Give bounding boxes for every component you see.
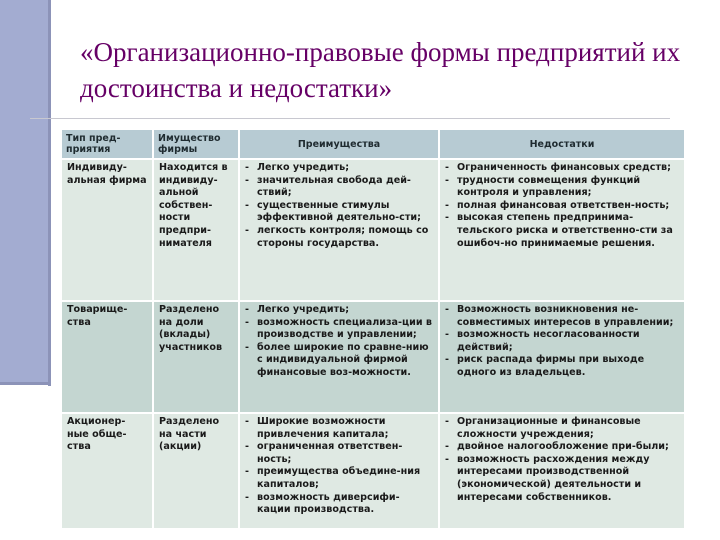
list-item: - трудности совмещения функций контроля и управления; (445, 175, 679, 200)
list-item: - Широкие возможности привлечения капитала; (245, 416, 433, 441)
accent-bar (0, 0, 48, 384)
list-item: - преимущества объедине-ния капиталов; (245, 466, 433, 491)
table-header-row (62, 130, 684, 158)
table-row (62, 160, 684, 300)
cell-type: Акционер-ные обще-ства (62, 414, 152, 528)
accent-bar-bottom-shadow (0, 382, 51, 385)
cell-advantages (240, 160, 438, 300)
list-item: - значительная свобода дей-ствий; (245, 175, 433, 200)
accent-bar-shadow (48, 0, 51, 386)
list-item: - полная финансовая ответствен-ность; (445, 200, 679, 213)
cell-type: Товарище-ства (62, 302, 152, 412)
comparison-table (60, 128, 682, 521)
table-row (62, 414, 684, 528)
cell-disadvantages (440, 160, 684, 300)
list-item: - Организационные и финансовые сложности учреждения; (445, 416, 679, 441)
cell-advantages (240, 414, 438, 528)
table-row (62, 302, 684, 412)
list-item: - Возможность возникновения не-совместимых интересов в управлении; (445, 304, 679, 329)
list-item: - возможность диверсифи-кации производства. (245, 492, 433, 517)
slide-title: «Организационно-правовые формы предприятий их достоинства и недостатки» (80, 37, 681, 103)
list-item: - высокая степень предпринима-тельского риска и ответственно-сти за ошибоч-но принимаемые решения. (445, 212, 679, 250)
cell-property: Разделено на доли (вклады) участников (154, 302, 238, 412)
list-item: - риск распада фирмы при выходе одного из владельцев. (445, 354, 679, 379)
cell-advantages (240, 302, 438, 412)
list-item: - существенные стимулы эффективной деятельно-сти; (245, 200, 433, 225)
header-advantages: Преимущества (240, 130, 438, 158)
cell-disadvantages (440, 302, 684, 412)
list-item: - двойное налогообложение при-были; (445, 441, 679, 454)
cell-property: Разделено на части (акции) (154, 414, 238, 528)
list-item: - Легко учредить; (245, 304, 433, 317)
title-divider (30, 118, 670, 119)
cell-type: Индивиду-альная фирма (62, 160, 152, 300)
cell-disadvantages (440, 414, 684, 528)
list-item: - Ограниченность финансовых средств; (445, 162, 679, 175)
cell-property: Находится в индивиду-альной собствен-ности предпри-нимателя (154, 160, 238, 300)
list-item: - возможность специализа-ции в производстве и управлении; (245, 317, 433, 342)
header-type: Тип пред-приятия (62, 130, 152, 158)
list-item: - ограниченная ответствен-ность; (245, 441, 433, 466)
list-item: - возможность расхождения между интересами производственной (экономической) деятельности и интересами собственников. (445, 454, 679, 504)
header-property: Имущество фирмы (154, 130, 238, 158)
list-item: - Легко учредить; (245, 162, 433, 175)
header-disadvantages: Недостатки (440, 130, 684, 158)
list-item: - более широкие по сравне-нию с индивидуальной фирмой финансовые воз-можности. (245, 342, 433, 380)
list-item: - возможность несогласованности действий; (445, 329, 679, 354)
list-item: - легкость контроля; помощь со стороны государства. (245, 225, 433, 250)
